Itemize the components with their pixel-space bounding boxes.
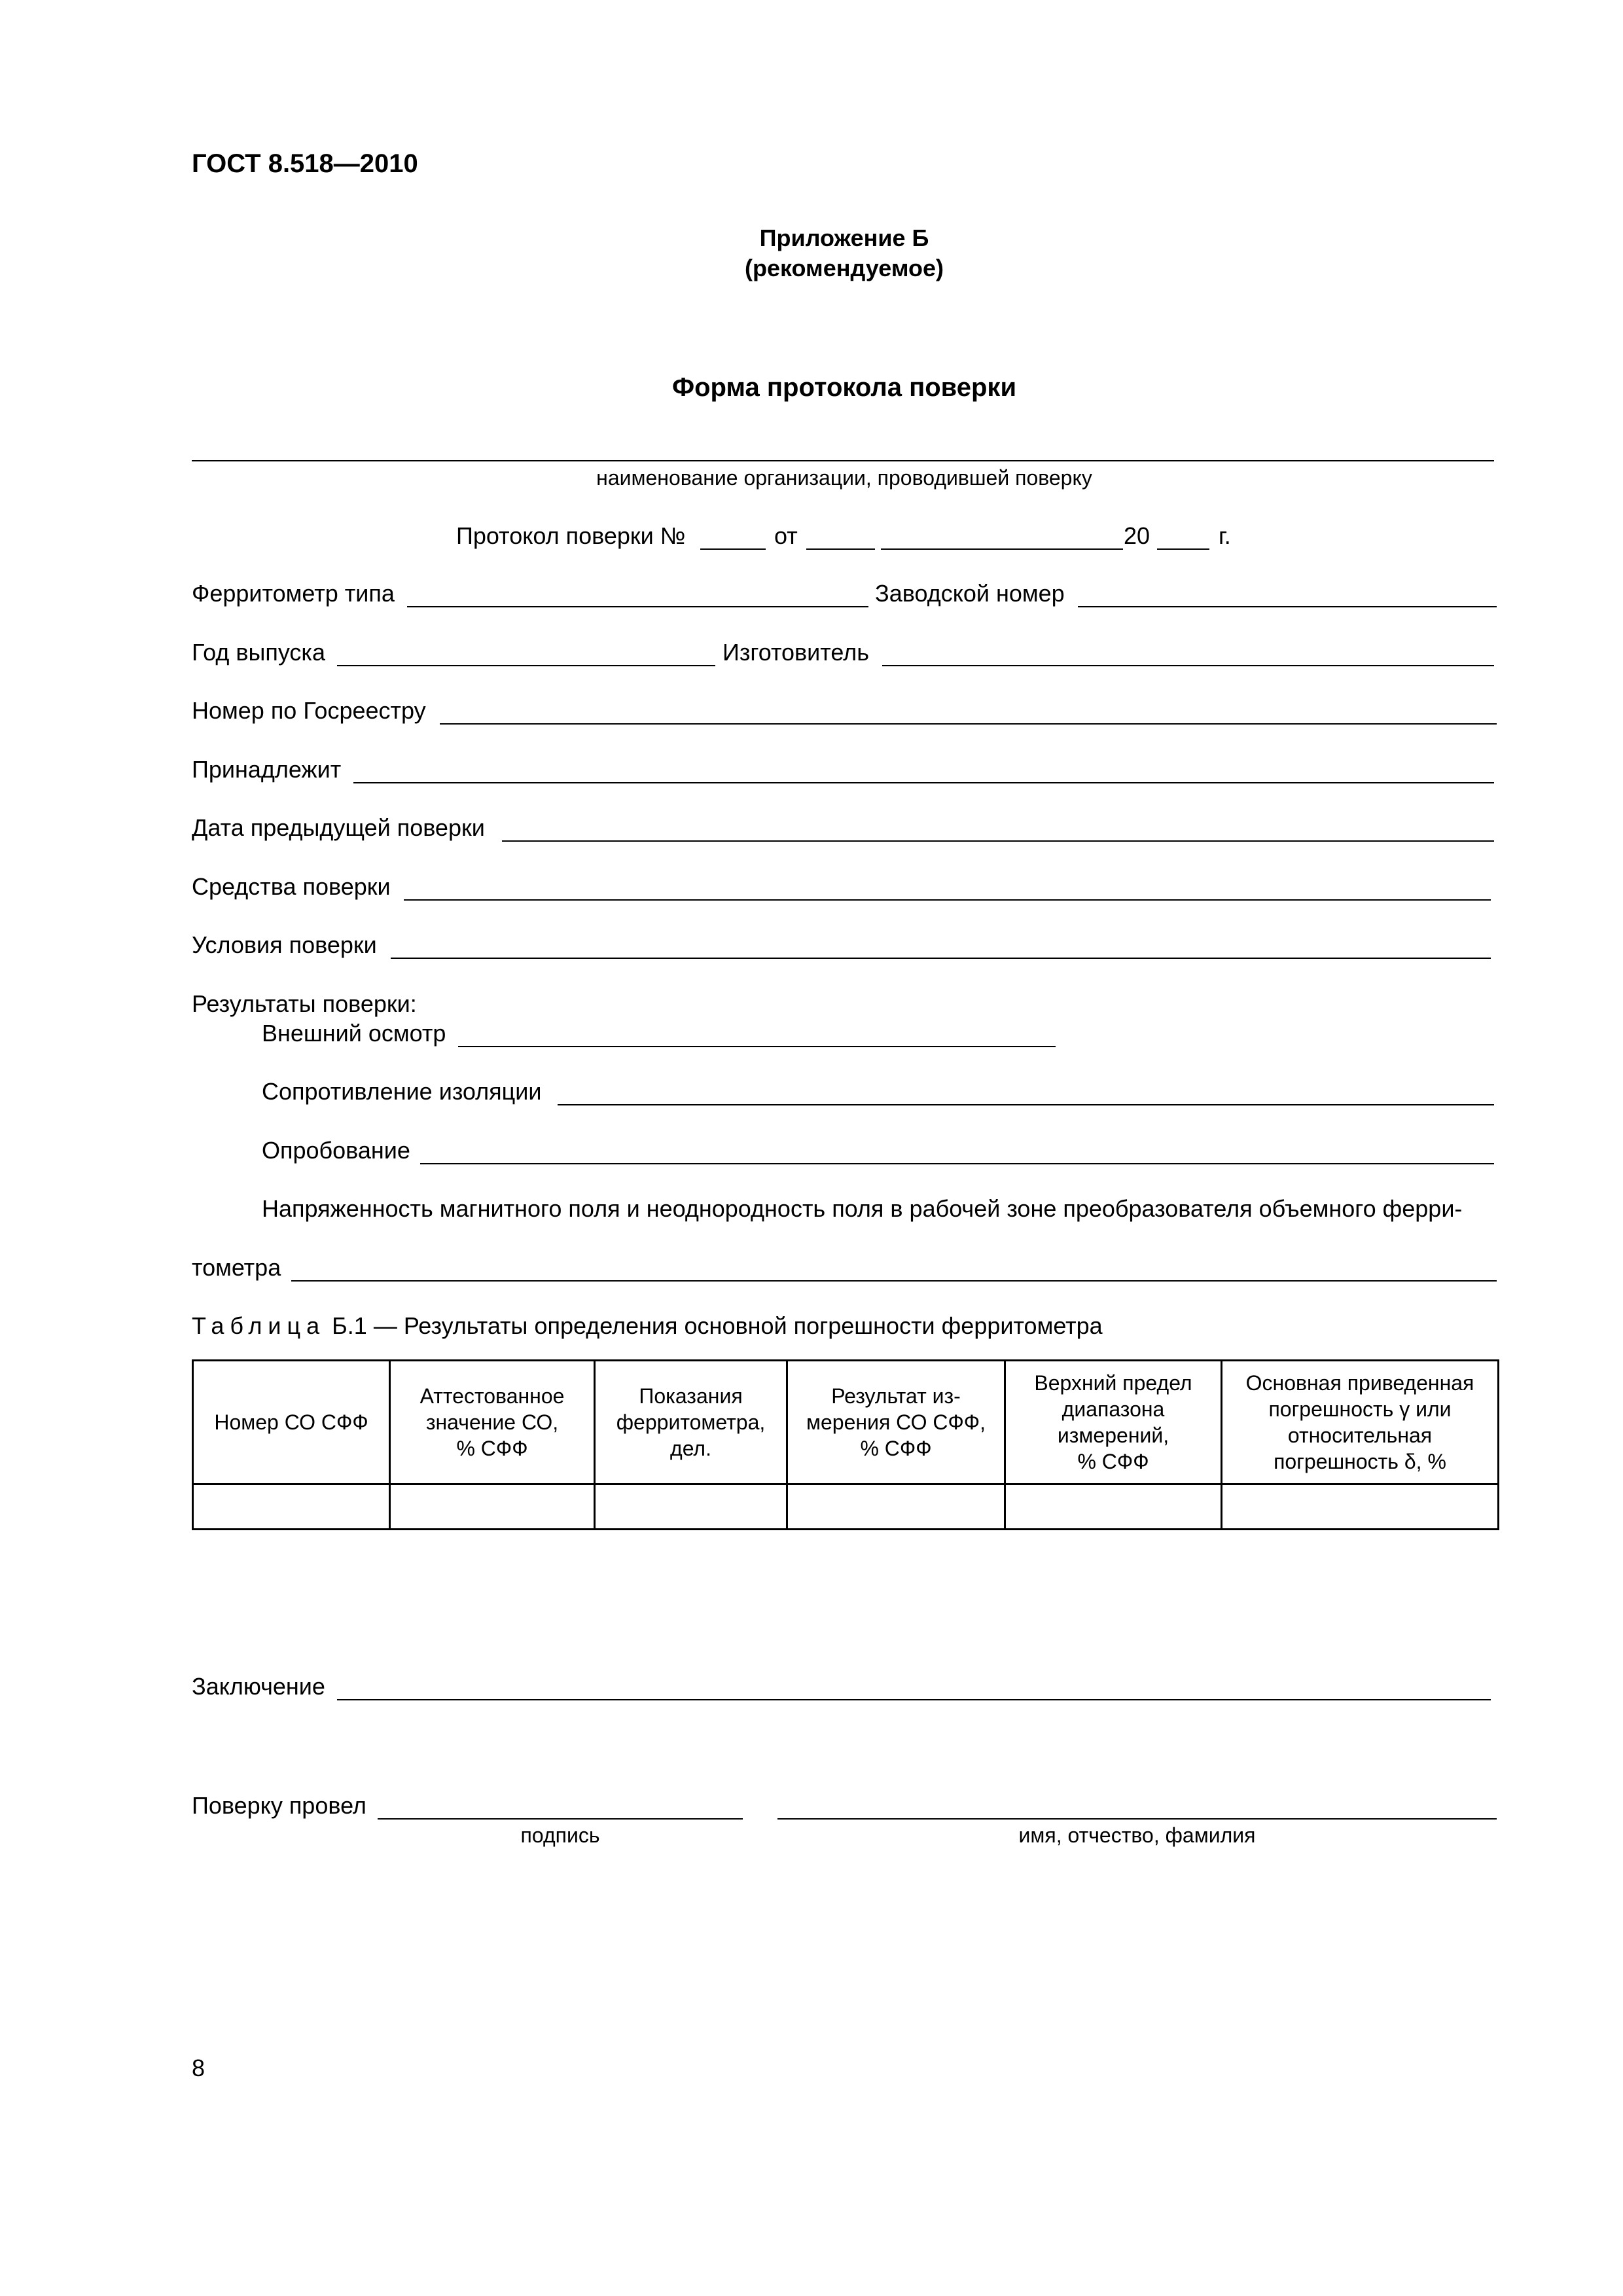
organization-caption: наименование организации, проводившей поверку: [596, 466, 1092, 490]
serial-line[interactable]: [1078, 606, 1497, 607]
registry-line[interactable]: [440, 723, 1497, 725]
header-cell-error: Основная приведенная погрешность γ или относительная погрешность δ, %: [1222, 1361, 1499, 1484]
protocol-number-line[interactable]: [700, 548, 766, 550]
protocol-month-line[interactable]: [881, 548, 1123, 550]
inspection-label: Внешний осмотр: [262, 1020, 446, 1047]
owner-label: Принадлежит: [192, 756, 342, 783]
field-line[interactable]: [291, 1280, 1497, 1282]
registry-label: Номер по Госреестру: [192, 697, 426, 724]
header-cell-certified-value: Аттестованное значение СО, % СФФ: [390, 1361, 595, 1484]
insulation-line[interactable]: [558, 1104, 1494, 1105]
table-cell[interactable]: [193, 1484, 390, 1530]
organization-line[interactable]: [192, 460, 1494, 461]
signature-label: Поверку провел: [192, 1792, 366, 1819]
serial-label: Заводской номер: [875, 580, 1065, 607]
table-header-row: [193, 1361, 1499, 1484]
header-cell-upper-limit: Верхний предел диапазона измерений, % СФФ: [1005, 1361, 1222, 1484]
prev-date-line[interactable]: [502, 840, 1494, 842]
name-caption: имя, отчество, фамилия: [1018, 1823, 1256, 1847]
conclusion-label: Заключение: [192, 1673, 325, 1700]
results-title: Результаты поверки:: [192, 990, 417, 1017]
table-caption-word: Таблица: [192, 1312, 326, 1339]
type-label: Ферритометр типа: [192, 580, 395, 607]
field-text-line1: Напряженность магнитного поля и неоднородность поля в рабочей зоне преобразователя объемного ферри-: [262, 1195, 1463, 1222]
header-cell-measurement-result: Результат из- мерения СО СФФ, % СФФ: [787, 1361, 1005, 1484]
testing-label: Опробование: [262, 1137, 410, 1164]
header-cell-readings: Показания ферритометра, дел.: [595, 1361, 787, 1484]
means-label: Средства поверки: [192, 873, 391, 900]
protocol-year-line[interactable]: [1157, 548, 1209, 550]
signature-caption: подпись: [520, 1823, 600, 1847]
table-row: [193, 1484, 1499, 1530]
conditions-label: Условия поверки: [192, 931, 377, 958]
standard-number: ГОСТ 8.518—2010: [192, 149, 418, 178]
means-line[interactable]: [404, 899, 1491, 901]
header-cell-sample-number: Номер СО СФФ: [193, 1361, 390, 1484]
prev-date-label: Дата предыдущей поверки: [192, 814, 485, 841]
field-text-line2: тометра: [192, 1254, 281, 1281]
appendix-type: (рекомендуемое): [745, 255, 944, 281]
conditions-line[interactable]: [391, 958, 1491, 959]
year-label: Год выпуска: [192, 639, 325, 666]
table-cell[interactable]: [1222, 1484, 1499, 1530]
protocol-day-line[interactable]: [806, 548, 875, 550]
insulation-label: Сопротивление изоляции: [262, 1078, 542, 1105]
protocol-prefix: Протокол поверки №: [456, 522, 686, 549]
manufacturer-line[interactable]: [882, 665, 1494, 666]
table-cell[interactable]: [595, 1484, 787, 1530]
results-table: [192, 1359, 1499, 1530]
testing-line[interactable]: [420, 1163, 1494, 1164]
manufacturer-label: Изготовитель: [722, 639, 869, 666]
year-line[interactable]: [337, 665, 715, 666]
inspection-line[interactable]: [458, 1046, 1056, 1047]
owner-line[interactable]: [353, 782, 1494, 783]
table-caption-text: Б.1 — Результаты определения основной погрешности ферритометра: [332, 1312, 1103, 1339]
type-line[interactable]: [407, 606, 868, 607]
table-caption: [192, 1312, 1103, 1340]
appendix-title: Приложение Б: [759, 224, 929, 251]
signature-line[interactable]: [378, 1818, 743, 1820]
conclusion-line[interactable]: [337, 1699, 1491, 1700]
form-title: Форма протокола поверки: [671, 373, 1017, 402]
name-line[interactable]: [777, 1818, 1497, 1820]
table-cell[interactable]: [390, 1484, 595, 1530]
table-cell[interactable]: [1005, 1484, 1222, 1530]
protocol-year-suffix: г.: [1219, 522, 1231, 549]
page-number: 8: [192, 2054, 205, 2081]
protocol-from-label: от: [774, 522, 798, 549]
table-cell[interactable]: [787, 1484, 1005, 1530]
protocol-year-prefix: 20: [1124, 522, 1150, 549]
